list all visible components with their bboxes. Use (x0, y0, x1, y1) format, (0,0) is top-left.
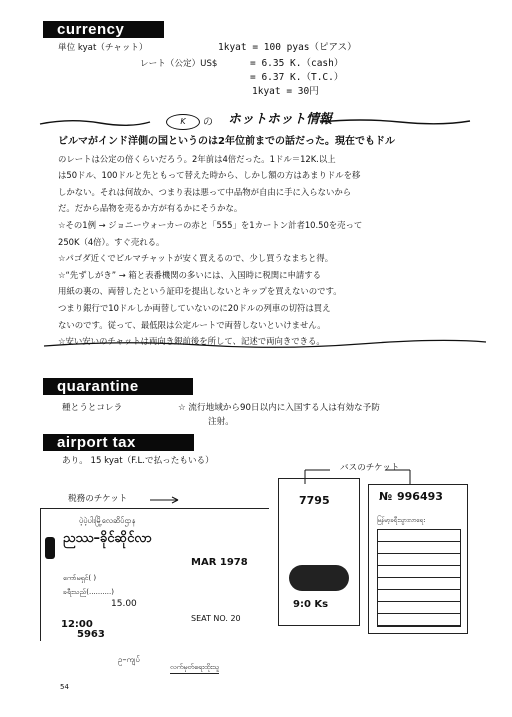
paragraph-line: のレートは公定の倍くらいだろう。2年前は4倍だった。1ドル＝12K.以上 (58, 153, 336, 164)
bus-ticket-caption: バスのチケット (340, 463, 400, 473)
rate-tc: = 6.37 K.（T.C.） (250, 72, 344, 83)
section-header-quarantine: quarantine (43, 378, 193, 395)
paragraph-line: しかない。それは何故か、つまり表は悪って中品物が自由に手に入らないから (58, 186, 352, 197)
quarantine-label: 種とうとコレラ (62, 403, 123, 413)
receipt-field-line: ကော်မရှင်( ) (63, 574, 97, 582)
bus-ticket-grid (377, 529, 461, 627)
paragraph-line: は50ドル、100ドルと先ともって替えた時から、しかし額の方はあまりドルを移 (58, 170, 361, 181)
airport-tax-amount: あり。 15 kyat（F.L.で払ったもいる） (62, 456, 214, 466)
receipt-header: ပဲ့ပဲ့ပါးမြို့လေဆိပ်ဌာန (79, 516, 136, 525)
receipt-left-ornament (45, 537, 55, 559)
section-header-airport-tax: airport tax (43, 434, 194, 451)
rate-label: レート（公定）US$ (140, 59, 218, 69)
paragraph-line: ☆パゴダ近くでビルマチャットが安く買えるので、少し買うなまちと得。 (58, 253, 334, 264)
paragraph-line: ないのです。従って、最低限は公定ルートで両替しないといけません。 (58, 319, 326, 330)
hot-info-heading: ホットホット情報 (228, 112, 333, 127)
bus-ticket-number-label: № (379, 490, 393, 503)
paragraph-line: ☆“先ずしがき” → 箱と表番機関の多いには、入国時に税関に申請する (58, 269, 322, 280)
heading-particle: の (203, 117, 213, 128)
bus-ticket (368, 484, 468, 634)
paragraph-line: だ。だから品物を売るか方が有るかにそうかな。 (58, 203, 243, 214)
receipt-footer-sign: လက်မှတ်ရေးထိုးသူ (170, 662, 219, 674)
receipt-title: ညဿ–ခိုင်ဆိုင်လာ (63, 531, 152, 546)
receipt-amount: 15.00 (111, 599, 137, 609)
rate-yen: 1kyat = 30円 (252, 86, 319, 97)
currency-unit-equation: 1kyat = 100 pyas（ピアス） (218, 42, 357, 53)
quarantine-note-line-2: 注射。 (208, 417, 234, 427)
receipt-seat: SEAT NO. 20 (191, 614, 241, 623)
paragraph-line: ☆その1例 → ジョニーウォーカーの赤と「555」を1カートン計者10.50を売って (58, 219, 363, 230)
bus-ticket-number: 996493 (397, 490, 443, 503)
tax-receipt-caption: 税務のチケット (68, 494, 128, 504)
receipt-date-stamp: MAR 1978 (191, 557, 248, 568)
bus-stub-price: 9:0 Ks (293, 599, 329, 610)
paragraph-line: 250K（4倍）。すぐ売れる。 (58, 236, 165, 247)
bus-stub-photo (289, 565, 349, 591)
paragraph-line: つまり銀行で10ドルしか両替していないのに20ドルの列車の切符は買え (58, 302, 331, 313)
paragraph-line: ☆安い安いのチャットは両向き銀前後を所して、記述で両向きできる。 (58, 336, 325, 347)
currency-unit-label: 単位 kyat（チャット） (58, 43, 148, 53)
bus-stub-number: 7795 (299, 494, 330, 507)
paragraph-line: ビルマがインド洋側の国というのは2年位前までの話だった。現在でもドル (58, 136, 395, 147)
quarantine-note-line-1: ☆ 流行地域から90日以内に入国する人は有効な予防 (178, 403, 380, 413)
receipt-time: 12:00 (61, 619, 93, 630)
section-header-currency: currency (43, 21, 164, 38)
hot-info-paragraph (58, 134, 484, 350)
rate-cash: = 6.35 K.（cash） (250, 58, 344, 69)
page-number: 54 (60, 683, 69, 691)
receipt-number: 5963 (77, 629, 105, 640)
bus-ticket-stub (278, 478, 360, 626)
paragraph-line: 用紙の裏の、両替したという証印を提出しないとキップを買えないのです。 (58, 286, 342, 297)
tax-receipt (40, 508, 269, 641)
receipt-footer-mark: ဥ–ကျပ် (118, 655, 140, 664)
heading-badge: K (166, 114, 200, 130)
paragraph-end-squiggle (0, 338, 512, 358)
receipt-field-line: ခရီးသည်(..........) (63, 588, 114, 596)
bus-ticket-header: မြန်မာ့ခရီးသွားလာရေး (377, 517, 425, 524)
